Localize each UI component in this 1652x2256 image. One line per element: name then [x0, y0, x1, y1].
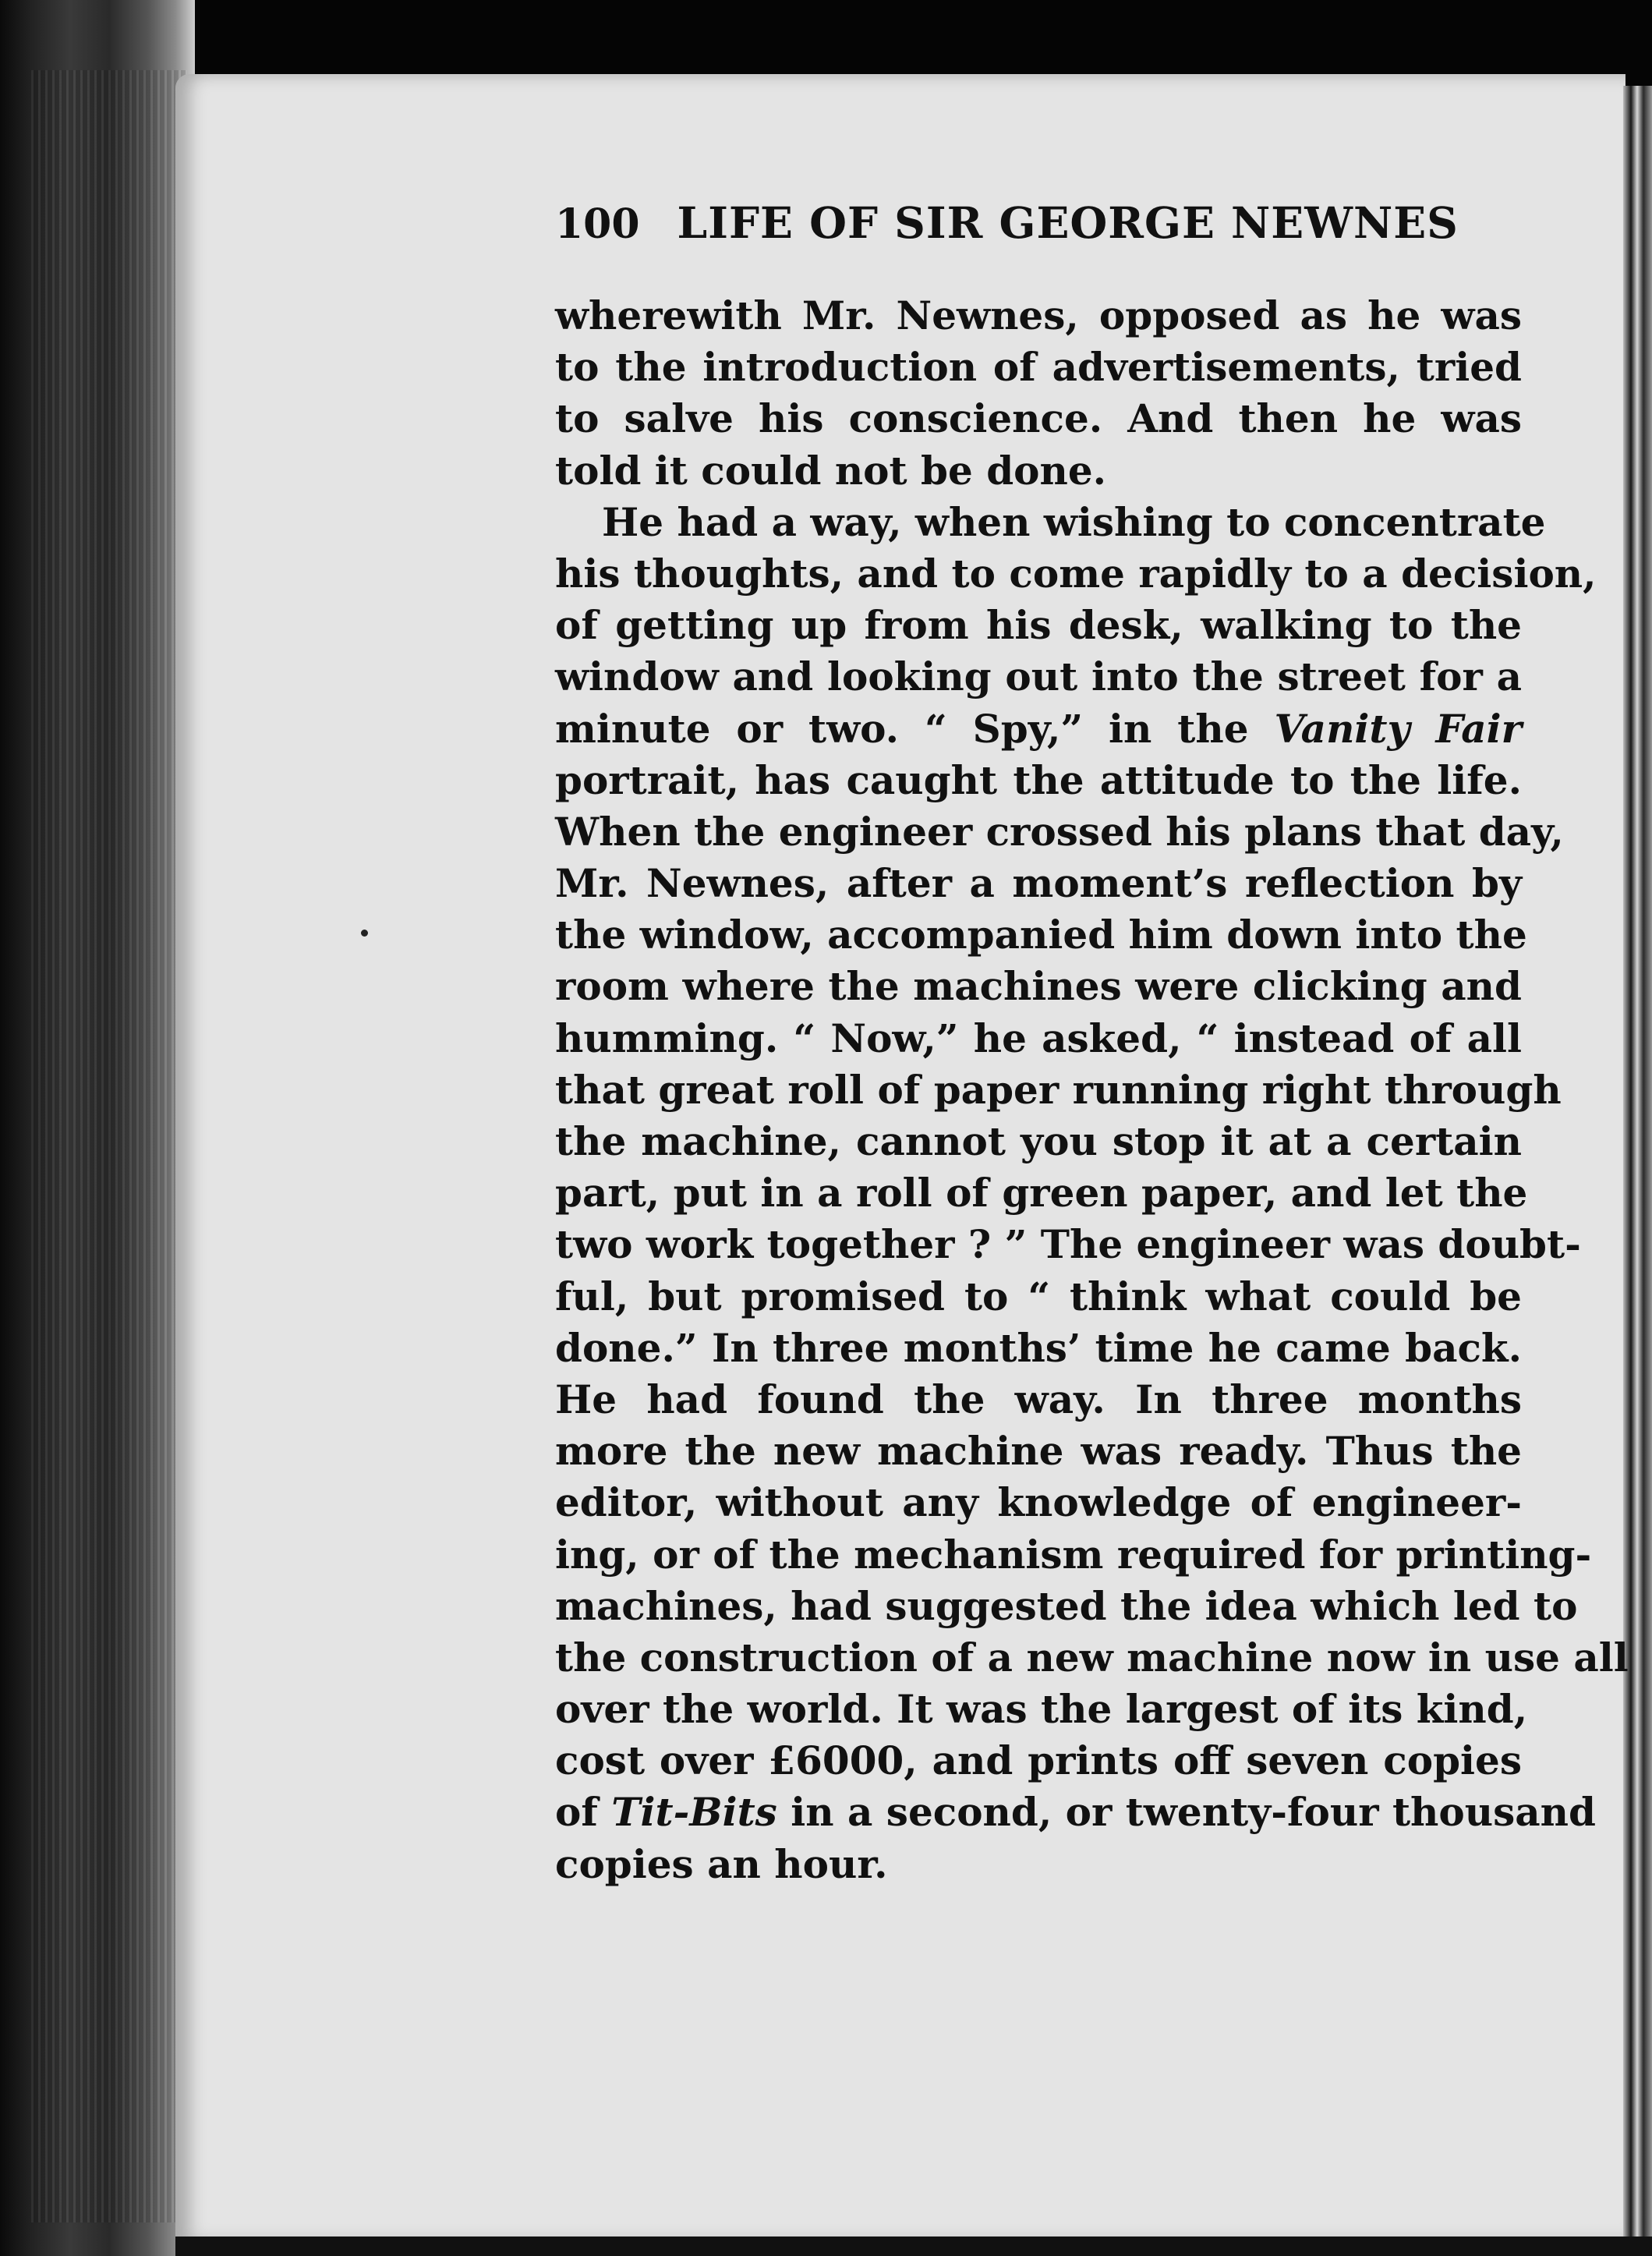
scan-top-border — [0, 0, 1652, 86]
text-line — [555, 1477, 1522, 1528]
text-line — [555, 1684, 1528, 1735]
text-segment: He had found the way. In three months — [555, 1376, 1522, 1422]
text-line — [555, 1787, 1596, 1838]
italic-title: Vanity Fair — [1274, 705, 1522, 752]
page-number: 100 — [555, 200, 640, 248]
text-line — [555, 1167, 1528, 1219]
text-segment: humming. “ Now,” he asked, “ instead of all — [555, 1015, 1522, 1061]
text-line — [555, 342, 1522, 393]
text-segment: to salve his conscience. And then he was — [555, 395, 1522, 442]
text-line — [555, 1425, 1522, 1477]
text-line — [555, 1116, 1522, 1167]
text-line — [555, 1013, 1522, 1064]
text-line — [555, 703, 1522, 755]
text-segment: room where the machines were clicking and — [555, 963, 1522, 1010]
book-spine-edge — [0, 0, 195, 2256]
text-segment: that great roll of paper running right through — [555, 1066, 1562, 1113]
text-segment: editor, without any knowledge of engineer- — [555, 1479, 1522, 1526]
text-segment: window and looking out into the street for a — [555, 653, 1522, 700]
text-line — [555, 1271, 1522, 1323]
italic-title: Tit-Bits — [611, 1789, 777, 1836]
page-edges-texture — [31, 70, 187, 2222]
text-line — [555, 393, 1522, 444]
text-line — [555, 1529, 1592, 1581]
text-segment: the machine, cannot you stop it at a certain — [555, 1118, 1522, 1164]
running-head: LIFE OF SIR GEORGE NEWNES — [677, 197, 1459, 248]
text-segment: of — [555, 1789, 612, 1836]
text-segment: of getting up from his desk, walking to the — [555, 602, 1522, 649]
text-line — [555, 1374, 1522, 1425]
text-segment: machines, had suggested the idea which led to — [555, 1582, 1578, 1629]
text-segment: When the engineer crossed his plans that day, — [555, 808, 1564, 855]
text-segment: in a second, or twenty-four thousand — [776, 1789, 1596, 1836]
text-line — [555, 1839, 1522, 1890]
text-segment: ing, or of the mechanism required for printing- — [555, 1531, 1592, 1578]
text-segment: to the introduction of advertisements, tried — [555, 344, 1522, 391]
text-line — [555, 858, 1522, 909]
text-line — [555, 806, 1564, 858]
text-segment: He had a way, when wishing to concentrate — [602, 498, 1546, 545]
text-line — [555, 290, 1522, 342]
text-segment: more the new machine was ready. Thus the — [555, 1428, 1522, 1475]
text-segment: two work together ? ” The engineer was doubt- — [555, 1221, 1581, 1268]
text-segment: told it could not be done. — [555, 447, 1107, 494]
text-line — [555, 1219, 1581, 1270]
ink-speck — [361, 930, 368, 937]
text-segment: part, put in a roll of green paper, and let the — [555, 1170, 1528, 1217]
text-line — [555, 1581, 1578, 1632]
text-segment: copies an hour. — [555, 1840, 888, 1887]
text-line — [555, 548, 1597, 600]
text-segment: cost over £6000, and prints off seven copies — [555, 1737, 1522, 1784]
text-line — [555, 961, 1522, 1012]
text-segment: his thoughts, and to come rapidly to a decision, — [555, 550, 1597, 597]
text-line — [555, 1632, 1629, 1684]
text-line — [555, 909, 1527, 961]
body-text — [555, 290, 1629, 1890]
scan-bottom-border — [175, 2237, 1652, 2256]
text-segment: over the world. It was the largest of its kind, — [555, 1686, 1528, 1733]
text-line — [555, 497, 1546, 548]
text-line — [555, 600, 1522, 651]
text-segment: done.” In three months’ time he came back. — [555, 1324, 1522, 1371]
text-line — [555, 651, 1522, 703]
text-segment: wherewith Mr. Newnes, opposed as he was — [555, 292, 1522, 338]
text-segment: the construction of a new machine now in use all — [555, 1634, 1629, 1680]
page-right-edge — [1623, 86, 1652, 2256]
page-header — [555, 197, 1483, 256]
text-line — [555, 1064, 1562, 1116]
text-line — [555, 1323, 1522, 1374]
text-segment: ful, but promised to “ think what could be — [555, 1273, 1522, 1319]
text-segment: the window, accompanied him down into the — [555, 912, 1527, 958]
text-line — [555, 445, 1522, 497]
text-segment: minute or two. “ Spy,” in the — [555, 705, 1275, 752]
text-segment: Mr. Newnes, after a moment’s reflection by — [555, 860, 1522, 907]
text-line — [555, 1735, 1522, 1787]
text-segment: portrait, has caught the attitude to the life. — [555, 756, 1522, 803]
text-line — [555, 755, 1522, 806]
